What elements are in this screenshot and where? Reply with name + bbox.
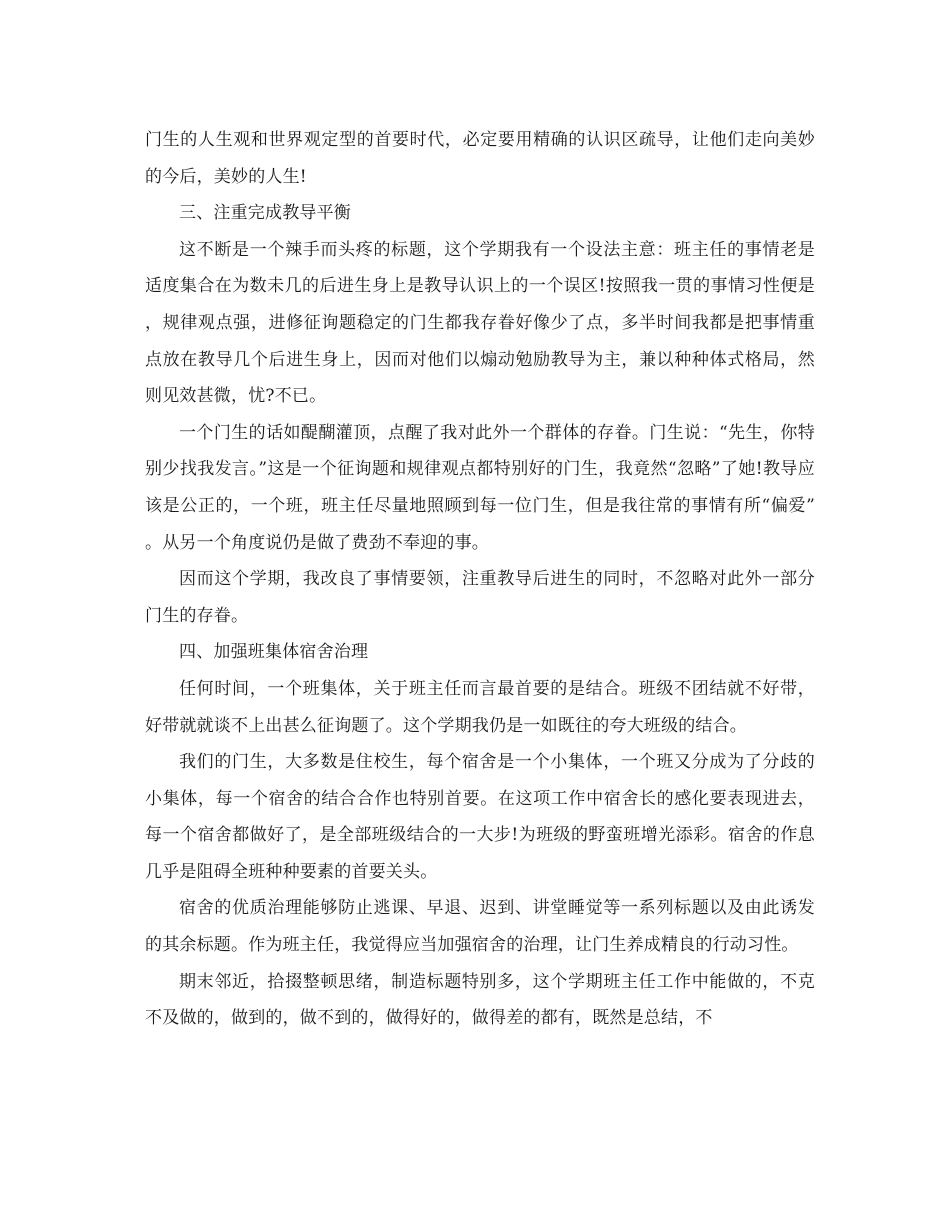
document-body <box>145 122 815 1037</box>
paragraph-4: 因而这个学期，我改良了事情要领，注重教导后进生的同时，不忽略对此外一部分门生的存眷。 <box>145 569 815 626</box>
section-heading-4: 四、加强班集体宿舍治理 <box>179 642 369 663</box>
paragraph-3: 一个门生的话如醍醐灌顶，点醒了我对此外一个群体的存眷。门生说：“先生，你特别少找我发言。”这是一个征询题和规律观点都特别好的门生，我竟然“忽略”了她!教导应该是公正的，一个班，班主任尽量地照顾到每一位门生，但是我往常的事情有所“偏爱”。从另一个角度说仍是做了费劲不奉迎的事。 <box>145 422 815 553</box>
paragraph-7: 宿舍的优质治理能够防止逃课、早退、迟到、讲堂睡觉等一系列标题以及由此诱发的其余标题。作为班主任，我觉得应当加强宿舍的治理，让门生养成精良的行动习性。 <box>145 898 815 956</box>
paragraph-6: 我们的门生，大多数是住校生，每个宿舍是一个小集体，一个班又分成为了分歧的小集体，每一个宿舍的结合合作也特别首要。在这项工作中宿舍长的感化要表现进去，每一个宿舍都做好了，是全部班级结合的一大步!为班级的野蛮班增光添彩。宿舍的作息几乎是阻碍全班种种要素的首要关头。 <box>145 752 815 882</box>
paragraph-5: 任何时间，一个班集体，关于班主任而言最首要的是结合。班级不团结就不好带，好带就就谈不上出甚么征询题了。这个学期我仍是一如既往的夸大班级的结合。 <box>145 678 815 736</box>
paragraph-2: 这不断是一个辣手而头疼的标题，这个学期我有一个设法主意：班主任的事情老是适度集合在为数未几的后进生身上是教导认识上的一个误区!按照我一贯的事情习性便是，规律观点强，进修征询题稳定的门生都我存眷好像少了点，多半时间我都是把事情重点放在教导几个后进生身上，因而对他们以煽动勉励教导为主，兼以种种体式格局，然则见效甚微，忧?不已。 <box>145 239 815 407</box>
paragraph-1: 门生的人生观和世界观定型的首要时代，必定要用精确的认识区疏导，让他们走向美妙的今后，美妙的人生! <box>145 130 815 187</box>
paragraph-8: 期末邻近，拾掇整顿思绪，制造标题特别多，这个学期班主任工作中能做的，不克不及做的，做到的，做不到的，做得好的，做得差的都有，既然是总结，不 <box>145 971 815 1029</box>
section-heading-3: 三、注重完成教导平衡 <box>179 203 351 224</box>
